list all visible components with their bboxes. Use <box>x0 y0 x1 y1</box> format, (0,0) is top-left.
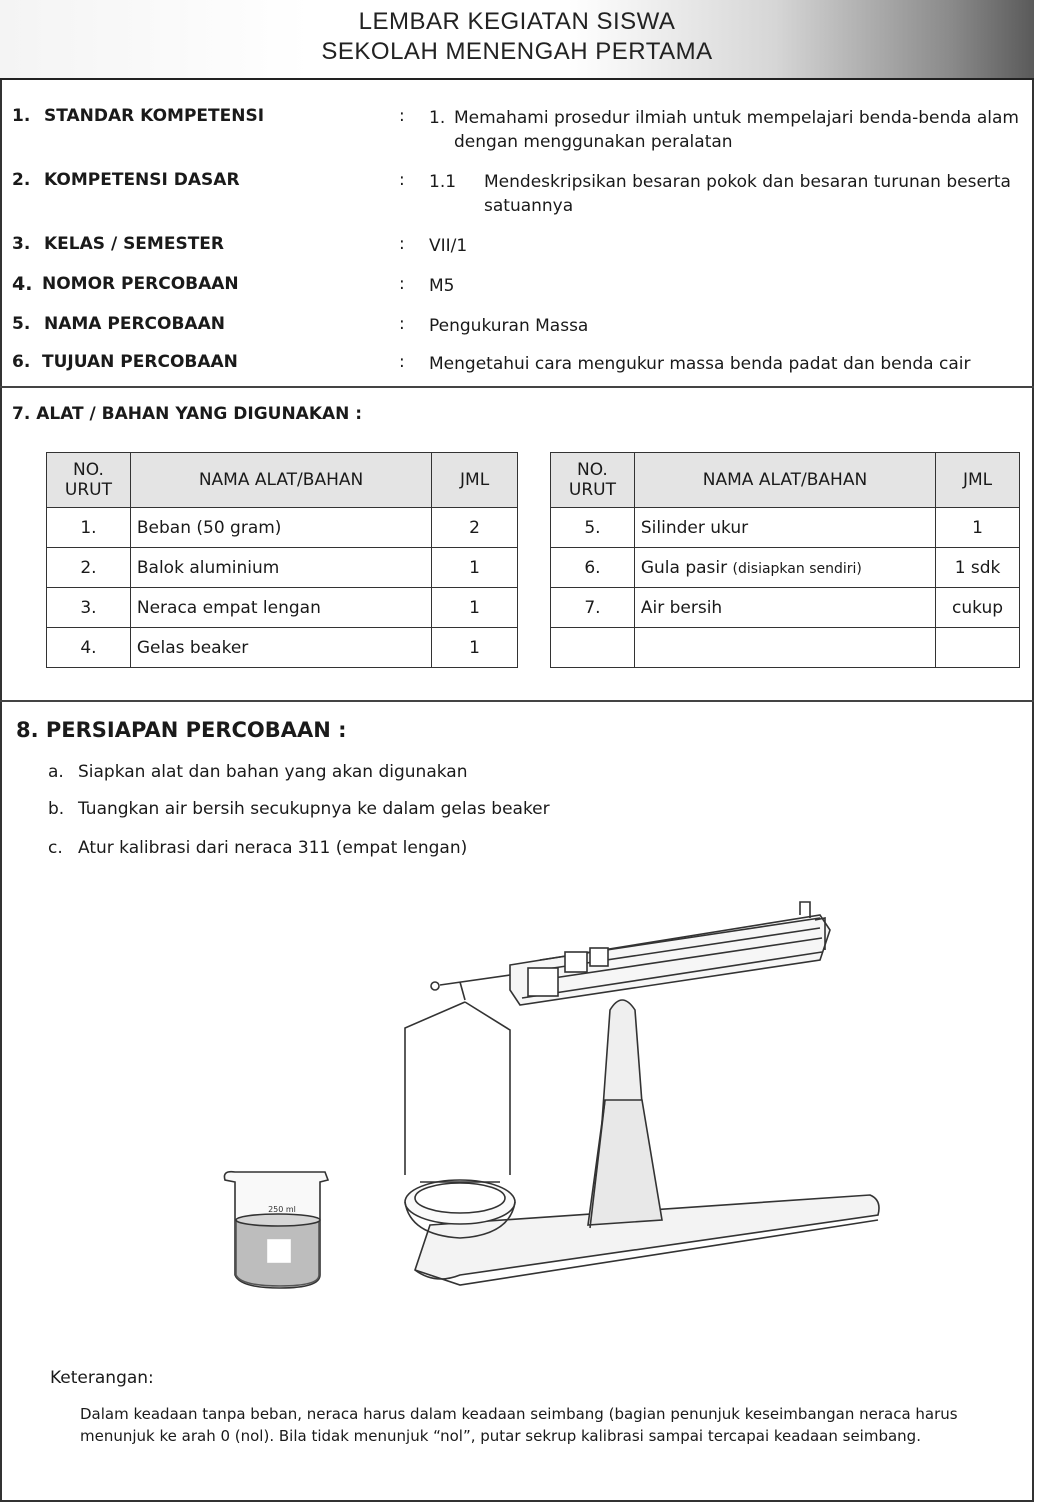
cell-qty: 2 <box>432 508 518 548</box>
header-title-line2: SEKOLAH MENENGAH PERTAMA <box>321 38 713 65</box>
header-nama: NAMA ALAT/BAHAN <box>634 453 935 508</box>
info-number: 3. <box>12 234 31 254</box>
info-value: M5 <box>429 276 455 296</box>
header-nama: NAMA ALAT/BAHAN <box>130 453 431 508</box>
cell-no: 2. <box>47 548 131 588</box>
header-urut: URUT <box>64 480 112 500</box>
info-sub-value: Memahami prosedur ilmiah untuk mempelajari benda-benda alam dengan menggunakan peralatan <box>454 108 1019 152</box>
info-colon: : <box>399 274 405 294</box>
info-label: KOMPETENSI DASAR <box>44 170 240 190</box>
step-text: Siapkan alat dan bahan yang akan digunakan <box>78 762 468 782</box>
section-8-title: 8. PERSIAPAN PERCOBAAN : <box>16 718 347 742</box>
worksheet-header <box>0 0 1034 80</box>
cell-no: 7. <box>551 588 635 628</box>
table-row <box>47 548 518 588</box>
table-row <box>47 588 518 628</box>
info-standar-kompetensi <box>12 106 1022 156</box>
cell-name-text: Silinder ukur <box>640 517 749 538</box>
step-letter: c. <box>48 838 63 858</box>
header-urut: URUT <box>568 480 616 500</box>
header-title-line1: LEMBAR KEGIATAN SISWA <box>358 8 676 35</box>
keterangan-title: Keterangan: <box>50 1368 154 1388</box>
header-jml: JML <box>936 453 1020 508</box>
info-number: 5. <box>12 314 31 334</box>
cell-qty <box>936 628 1020 668</box>
info-kompetensi-dasar <box>12 170 1022 220</box>
cell-name-text: Air bersih <box>640 597 723 618</box>
info-label: STANDAR KOMPETENSI <box>44 106 265 126</box>
cell-no: 6. <box>551 548 635 588</box>
info-number: 1. <box>12 106 31 126</box>
header-jml: JML <box>432 453 518 508</box>
balance-and-beaker-illustration <box>210 890 890 1320</box>
info-label: TUJUAN PERCOBAAN <box>42 352 238 372</box>
tools-table-left <box>46 452 518 668</box>
cell-no <box>551 628 635 668</box>
cell-no: 1. <box>47 508 131 548</box>
info-sub-number: 1. <box>429 108 446 128</box>
cell-name <box>634 548 935 588</box>
table-row <box>551 628 1020 668</box>
cell-name: Gelas beaker <box>130 628 431 668</box>
header-no: NO. <box>577 460 608 480</box>
info-label: KELAS / SEMESTER <box>44 234 224 254</box>
cell-no: 3. <box>47 588 131 628</box>
cell-name-text: Gula pasir <box>640 557 733 578</box>
cell-name <box>634 628 935 668</box>
info-value: VII/1 <box>429 236 468 256</box>
cell-no: 4. <box>47 628 131 668</box>
info-sub-value: Mendeskripsikan besaran pokok dan besaran turunan beserta satuannya <box>484 172 1011 216</box>
cell-qty: 1 <box>432 628 518 668</box>
divider <box>0 700 1034 702</box>
cell-qty: cukup <box>936 588 1020 628</box>
step-text: Tuangkan air bersih secukupnya ke dalam gelas beaker <box>78 799 550 819</box>
info-label: NAMA PERCOBAAN <box>44 314 225 334</box>
cell-name-note: (disiapkan sendiri) <box>732 560 862 577</box>
cell-qty: 1 <box>936 508 1020 548</box>
cell-name: Beban (50 gram) <box>130 508 431 548</box>
cell-name: Neraca empat lengan <box>130 588 431 628</box>
table-row <box>551 548 1020 588</box>
info-label: NOMOR PERCOBAAN <box>42 274 239 294</box>
balance-icon <box>405 902 879 1285</box>
info-colon: : <box>399 170 405 190</box>
tools-table-right <box>550 452 1020 668</box>
cell-name <box>634 588 935 628</box>
divider <box>0 386 1034 388</box>
table-header-row <box>47 453 518 508</box>
keterangan-text: Dalam keadaan tanpa beban, neraca harus dalam keadaan seimbang (bagian penunjuk keseimbangan neraca harus menunjuk ke arah 0 (nol). Bila tidak menunjuk “nol”, putar sekrup kalibrasi sampai tercapai keadaan seimbang. <box>80 1405 958 1445</box>
info-sub-number: 1.1 <box>429 172 457 192</box>
table-row <box>47 508 518 548</box>
cell-name: Balok aluminium <box>130 548 431 588</box>
table-row <box>47 628 518 668</box>
step-text: Atur kalibrasi dari neraca 311 (empat lengan) <box>78 838 468 858</box>
info-number: 2. <box>12 170 31 190</box>
table-row <box>551 588 1020 628</box>
info-number: 6. <box>12 352 31 372</box>
table-row <box>551 508 1020 548</box>
step-letter: b. <box>48 799 65 819</box>
cell-no: 5. <box>551 508 635 548</box>
info-colon: : <box>399 234 405 254</box>
cell-qty: 1 sdk <box>936 548 1020 588</box>
cell-name <box>634 508 935 548</box>
header-no: NO. <box>73 460 104 480</box>
info-colon: : <box>399 314 405 334</box>
step-letter: a. <box>48 762 64 782</box>
header-no-urut <box>551 453 635 508</box>
cell-qty: 1 <box>432 548 518 588</box>
section-7-title: 7. ALAT / BAHAN YANG DIGUNAKAN : <box>12 404 363 424</box>
beaker-volume-label: 250 ml <box>268 1205 296 1214</box>
cell-qty: 1 <box>432 588 518 628</box>
info-colon: : <box>399 106 405 126</box>
info-value: Pengukuran Massa <box>429 316 589 336</box>
info-value: Mengetahui cara mengukur massa benda padat dan benda cair <box>429 354 971 374</box>
info-number: 4. <box>12 273 33 295</box>
info-colon: : <box>399 352 405 372</box>
header-no-urut <box>47 453 131 508</box>
table-header-row <box>551 453 1020 508</box>
beaker-icon <box>224 1172 328 1288</box>
